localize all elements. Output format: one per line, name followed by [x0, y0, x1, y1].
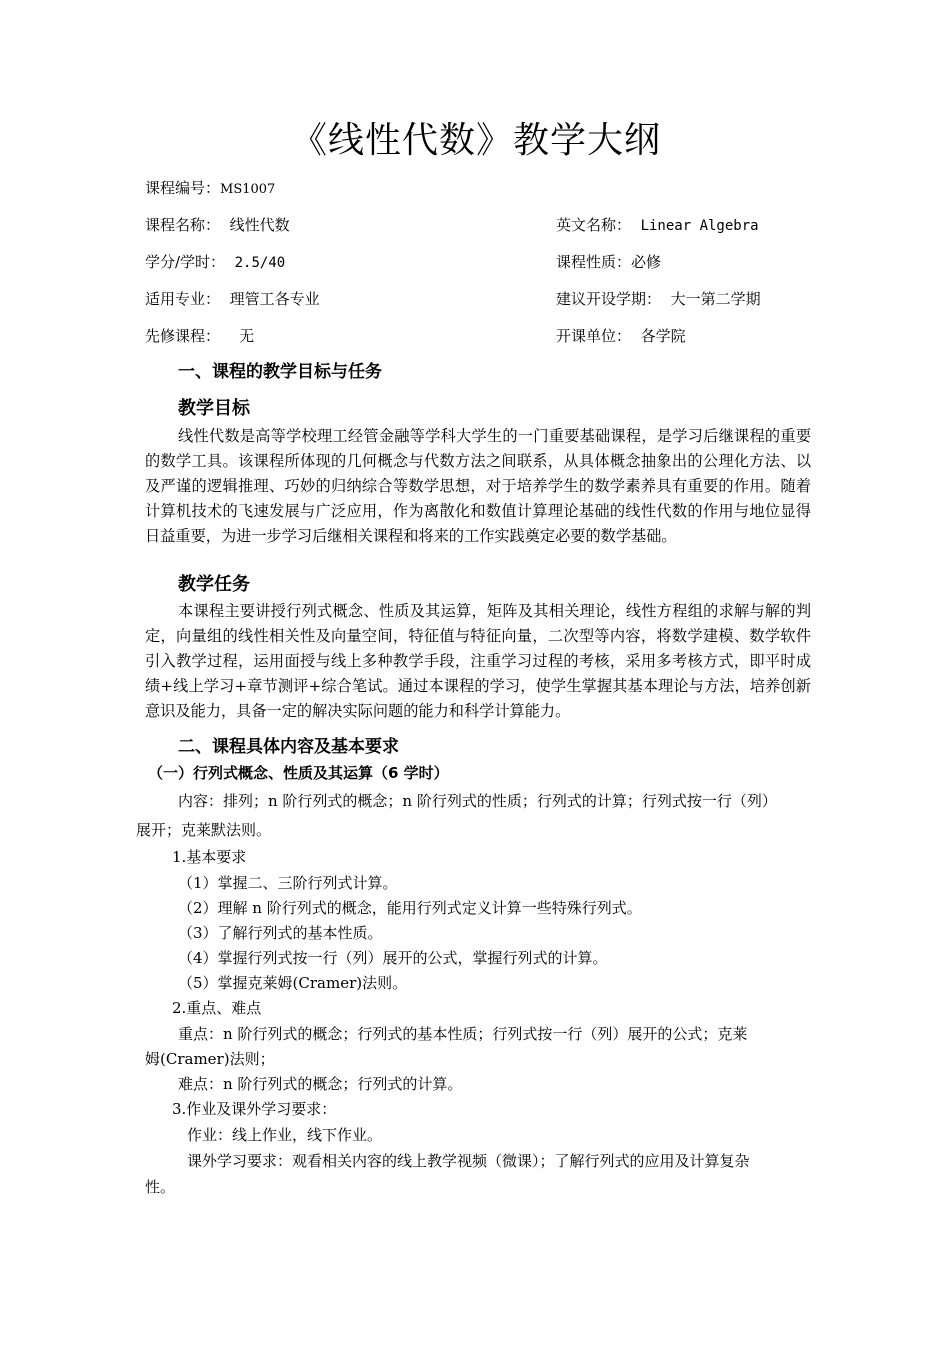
course-code-value: MS1007: [220, 182, 276, 197]
course-code-row: [145, 177, 275, 201]
section2-heading: 二、课程具体内容及基本要求: [178, 737, 399, 757]
requirement-item: （5）掌握克莱姆(Cramer)法则。: [178, 974, 408, 992]
requirement-item: （2）理解 n 阶行列式的概念，能用行列式定义计算一些特殊行列式。: [178, 899, 642, 917]
task-paragraph: 本课程主要讲授行列式概念、性质及其运算，矩阵及其相关理论，线性方程组的求解与解的判定，向量组的线性相关性及向量空间，特征值与特征向量，二次型等内容，将数学建模、数学软件引入教学过程，运用面授与线上多种教学手段，注重学习过程的考核，采用多考核方式，即平时成绩+线上学习+章节测评+综合笔试。通过本课程的学习，使学生掌握其基本理论与方法，培养创新意识及能力，具备一定的解决实际问题的能力和科学计算能力。: [145, 602, 811, 720]
key-points-heading: 2.重点、难点: [172, 999, 262, 1017]
section1-heading: 一、课程的教学目标与任务: [178, 362, 382, 382]
major-row: [145, 288, 320, 310]
content-line-2: 展开；克莱默法则。: [136, 821, 272, 839]
unit-row: [556, 325, 686, 347]
goal-paragraph: 线性代数是高等学校理工经管金融等学科大学生的一门重要基础课程，是学习后继课程的重要的数学工具。该课程所体现的几何概念与代数方法之间联系，从具体概念抽象出的公理化方法、以及严谨的逻辑推理、巧妙的归纳综合等数学思想，对于培养学生的数学素养具有重要的作用。随着计算机技术的飞速发展与广泛应用，作为离散化和数值计算理论基础的线性代数的作用与地位显得日益重要，为进一步学习后继相关课程和将来的工作实践奠定必要的数学基础。: [145, 427, 811, 545]
task-heading: 教学任务: [178, 574, 250, 595]
course-name-row: [145, 214, 290, 236]
prereq-label: 先修课程：: [145, 327, 221, 345]
homework-heading: 3.作业及课外学习要求：: [172, 1100, 337, 1118]
subsection1-heading: （一）行列式概念、性质及其运算（6 学时）: [148, 764, 449, 782]
goal-heading: 教学目标: [178, 398, 250, 419]
nature-row: [556, 251, 661, 273]
course-code-label: 课程编号：: [145, 179, 221, 197]
document-title: 《线性代数》教学大纲: [290, 120, 661, 161]
english-name-label: 英文名称：: [556, 216, 632, 234]
course-name-value: 线性代数: [229, 216, 290, 234]
requirement-item: （3）了解行列式的基本性质。: [178, 924, 383, 942]
requirements-heading: 1.基本要求: [172, 848, 247, 866]
homework-line: 作业：线上作业，线下作业。: [187, 1126, 383, 1144]
credit-value: 2.5/40: [234, 255, 286, 271]
requirement-item: （1）掌握二、三阶行列式计算。: [178, 874, 398, 892]
credit-row: [145, 251, 285, 274]
english-name-row: [556, 214, 759, 237]
semester-value: 大一第二学期: [670, 290, 761, 308]
major-label: 适用专业：: [145, 290, 221, 308]
content-line-1: 内容：排列；n 阶行列式的概念；n 阶行列式的性质；行列式的计算；行列式按一行（列）: [178, 792, 777, 810]
course-name-label: 课程名称：: [145, 216, 221, 234]
prereq-row: [145, 325, 254, 347]
key-points-line-1: 重点：n 阶行列式的概念；行列式的基本性质；行列式按一行（列）展开的公式；克莱: [178, 1025, 748, 1043]
extra-study-line-2: 性。: [145, 1178, 176, 1196]
major-value: 理管工各专业: [229, 290, 320, 308]
semester-row: [556, 288, 761, 310]
unit-value: 各学院: [640, 327, 686, 345]
english-name-value: Linear Algebra: [640, 218, 759, 234]
requirement-item: （4）掌握行列式按一行（列）展开的公式，掌握行列式的计算。: [178, 949, 608, 967]
prereq-value: 无: [239, 327, 255, 345]
nature-label: 课程性质：: [556, 253, 632, 271]
nature-value: 必修: [631, 253, 662, 271]
unit-label: 开课单位：: [556, 327, 632, 345]
extra-study-line-1: 课外学习要求：观看相关内容的线上教学视频（微课）；了解行列式的应用及计算复杂: [187, 1152, 750, 1170]
difficulty-line: 难点：n 阶行列式的概念；行列式的计算。: [178, 1075, 463, 1093]
semester-label: 建议开设学期：: [556, 290, 662, 308]
key-points-line-2: 姆(Cramer)法则；: [145, 1050, 275, 1068]
credit-label: 学分/学时：: [145, 253, 226, 271]
